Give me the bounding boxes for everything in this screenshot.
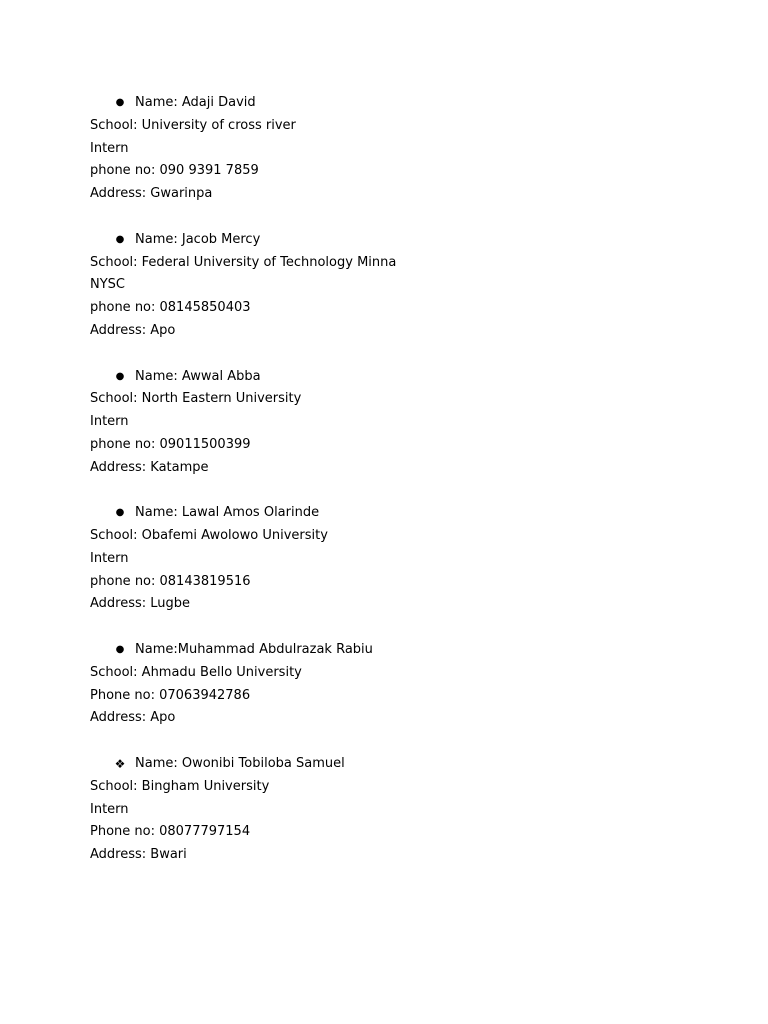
address-line: Address: Lugbe [90, 596, 191, 612]
school-line: School: Ahmadu Bello University [90, 664, 302, 680]
phone-line: Phone no: 08077797154 [90, 824, 251, 840]
bullet-diamond-icon: ❖ [114, 757, 126, 771]
entry [90, 92, 730, 206]
school-line: School: Obafemi Awolowo University [90, 528, 328, 543]
role-line: Intern [90, 550, 129, 566]
entry [90, 229, 730, 343]
phone-line: phone no: 08145850403 [90, 300, 251, 315]
entry [90, 502, 730, 616]
address-line: Address: Apo [90, 710, 176, 726]
name-line [90, 229, 730, 252]
address-line: Address: Gwarinpa [90, 186, 213, 201]
address-line: Address: Apo [90, 322, 176, 338]
role-line: Intern [90, 801, 129, 817]
bullet-dot-icon: ● [115, 233, 125, 245]
bullet-dot-icon: ● [115, 97, 125, 108]
bullet-dot-icon: ● [115, 644, 125, 655]
phone-line: phone no: 08143819516 [90, 573, 251, 589]
name-line [90, 366, 730, 389]
name-text: Name: Jacob Mercy [135, 231, 261, 247]
role-line: Intern [90, 140, 129, 156]
phone-line: phone no: 09011500399 [90, 436, 251, 452]
name-line [90, 753, 730, 776]
school-line: School: Federal University of Technology Minna [90, 254, 397, 270]
name-text: Name: Owonibi Tobiloba Samuel [135, 756, 345, 771]
name-text: Name: Adaji David [135, 95, 256, 110]
name-line [90, 639, 730, 662]
name-text: Name: Awwal Abba [135, 368, 261, 384]
entry [90, 366, 730, 480]
name-line [90, 502, 730, 525]
entry [90, 639, 730, 730]
bullet-dot-icon: ● [115, 507, 125, 519]
phone-line: Phone no: 07063942786 [90, 687, 251, 703]
entry [90, 753, 730, 867]
role-line: NYSC [90, 277, 125, 293]
name-text: Name: Lawal Amos Olarinde [135, 505, 320, 521]
address-line: Address: Katampe [90, 459, 209, 475]
name-text: Name:Muhammad Abdulrazak Rabiu [135, 642, 373, 657]
school-line: School: North Eastern University [90, 391, 302, 407]
school-line: School: University of cross river [90, 117, 296, 133]
school-line: School: Bingham University [90, 778, 270, 794]
address-line: Address: Bwari [90, 847, 187, 862]
entry-list [90, 92, 730, 890]
bullet-dot-icon: ● [115, 370, 125, 382]
phone-line: phone no: 090 9391 7859 [90, 163, 259, 179]
name-line [90, 92, 730, 115]
role-line: Intern [90, 414, 129, 429]
